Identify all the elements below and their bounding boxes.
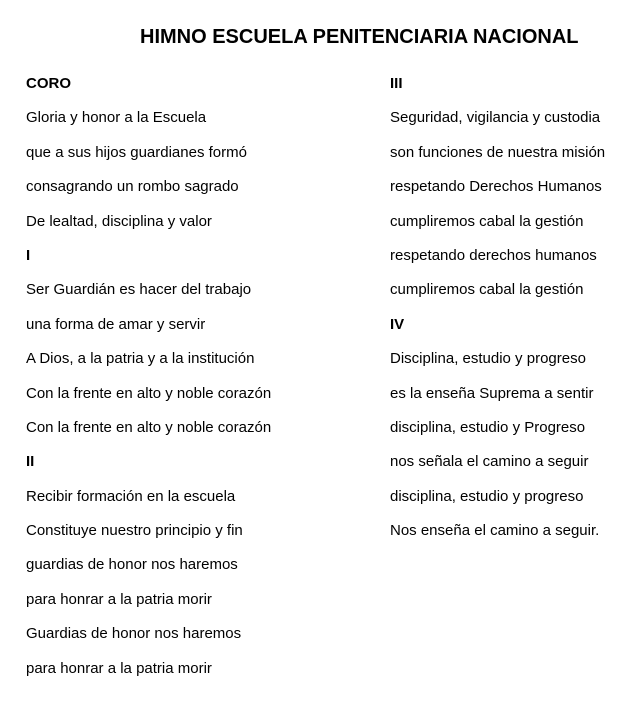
verse-line: son funciones de nuestra misión	[390, 143, 606, 161]
verse-line: respetando Derechos Humanos	[390, 178, 602, 196]
verse-line: Con la frente en alto y noble corazón	[26, 384, 272, 402]
verse-line: cumpliremos cabal la gestión	[390, 212, 584, 230]
verse-line: una forma de amar y servir	[26, 315, 206, 333]
verse-line: Ser Guardián es hacer del trabajo	[26, 281, 252, 299]
verse-line: De lealtad, disciplina y valor	[26, 212, 212, 230]
verse-line: disciplina, estudio y Progreso	[390, 418, 586, 436]
stanza-heading: II	[26, 453, 35, 471]
stanza-heading: IV	[390, 315, 405, 333]
stanza-heading: I	[26, 246, 31, 264]
verse-line: es la enseña Suprema a sentir	[390, 384, 594, 402]
verse-line: Guardias de honor nos haremos	[26, 625, 242, 643]
verse-line: respetando derechos humanos	[390, 246, 597, 264]
verse-line: que a sus hijos guardianes formó	[26, 143, 247, 161]
verse-line: consagrando un rombo sagrado	[26, 178, 239, 196]
right-column	[390, 74, 635, 555]
stanza-heading: CORO	[26, 75, 71, 92]
left-column	[26, 74, 326, 693]
verse-line: disciplina, estudio y progreso	[390, 487, 584, 505]
page-title: HIMNO ESCUELA PENITENCIARIA NACIONAL	[140, 26, 579, 48]
verse-line: guardias de honor nos haremos	[26, 556, 238, 574]
verse-line: para honrar a la patria morir	[26, 659, 212, 677]
stanza-heading: III	[390, 75, 403, 92]
verse-line: Seguridad, vigilancia y custodia	[390, 109, 601, 127]
verse-line: Disciplina, estudio y progreso	[390, 350, 586, 368]
verse-line: Con la frente en alto y noble corazón	[26, 418, 272, 436]
verse-line: para honrar a la patria morir	[26, 590, 212, 608]
verse-line: cumpliremos cabal la gestión	[390, 281, 584, 299]
verse-line: Constituye nuestro principio y fin	[26, 522, 243, 540]
verse-line: Recibir formación en la escuela	[26, 487, 236, 505]
verse-line: A Dios, a la patria y a la institución	[26, 350, 255, 368]
verse-line: Nos enseña el camino a seguir.	[390, 522, 600, 540]
verse-line: nos señala el camino a seguir	[390, 453, 589, 471]
verse-line: Gloria y honor a la Escuela	[26, 109, 207, 127]
